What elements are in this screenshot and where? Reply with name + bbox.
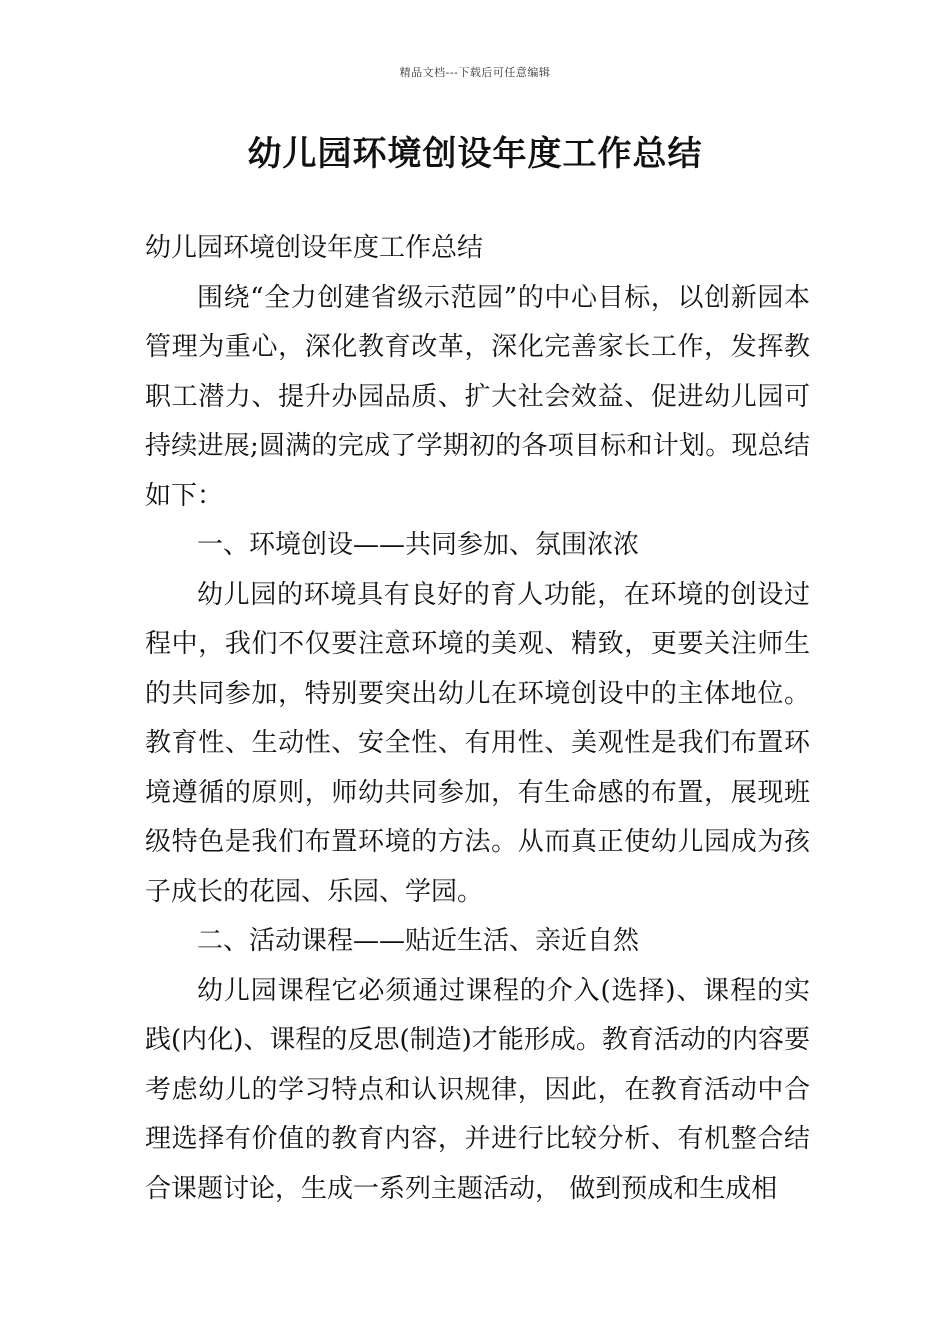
paragraph-intro: 围绕“全力创建省级示范园”的中心目标，以创新园本管理为重心，深化教育改革，深化完善家长工作，发挥教职工潜力、提升办园品质、扩大社会效益、促进幼儿园可持续进展;圆满的完成了学期初的各项目标和计划。现总结如下： (145, 282, 810, 511)
paragraph-environment: 幼儿园的环境具有良好的育人功能，在环境的创设过程中，我们不仅要注意环境的美观、精致，更要关注师生的共同参加，特别要突出幼儿在环境创设中的主体地位。教育性、生动性、安全性、有用性、美观性是我们布置环境遵循的原则，师幼共同参加，有生命感的布置，展现班级特色是我们布置环境的方法。从而真正使幼儿园成为孩子成长的花园、乐园、学园。 (145, 579, 810, 907)
section-heading-environment: 一、环境创设——共同参加、氛围浓浓 (197, 530, 640, 560)
document-body (145, 224, 810, 1214)
section-heading-curriculum: 二、活动课程——贴近生活、亲近自然 (197, 926, 640, 956)
header-note: 精品文档---下载后可任意编辑 (399, 66, 551, 79)
document-title: 幼儿园环境创设年度工作总结 (247, 134, 703, 174)
paragraph-curriculum: 幼儿园课程它必须通过课程的介入(选择)、课程的实践(内化)、课程的反思(制造)才能形成。教育活动的内容要考虑幼儿的学习特点和认识规律，因此，在教育活动中合理选择有价值的教育内容，并进行比较分析、有机整合结合课题讨论，生成一系列主题活动， 做到预成和生成相 (145, 975, 810, 1204)
document-subtitle: 幼儿园环境创设年度工作总结 (145, 233, 484, 263)
